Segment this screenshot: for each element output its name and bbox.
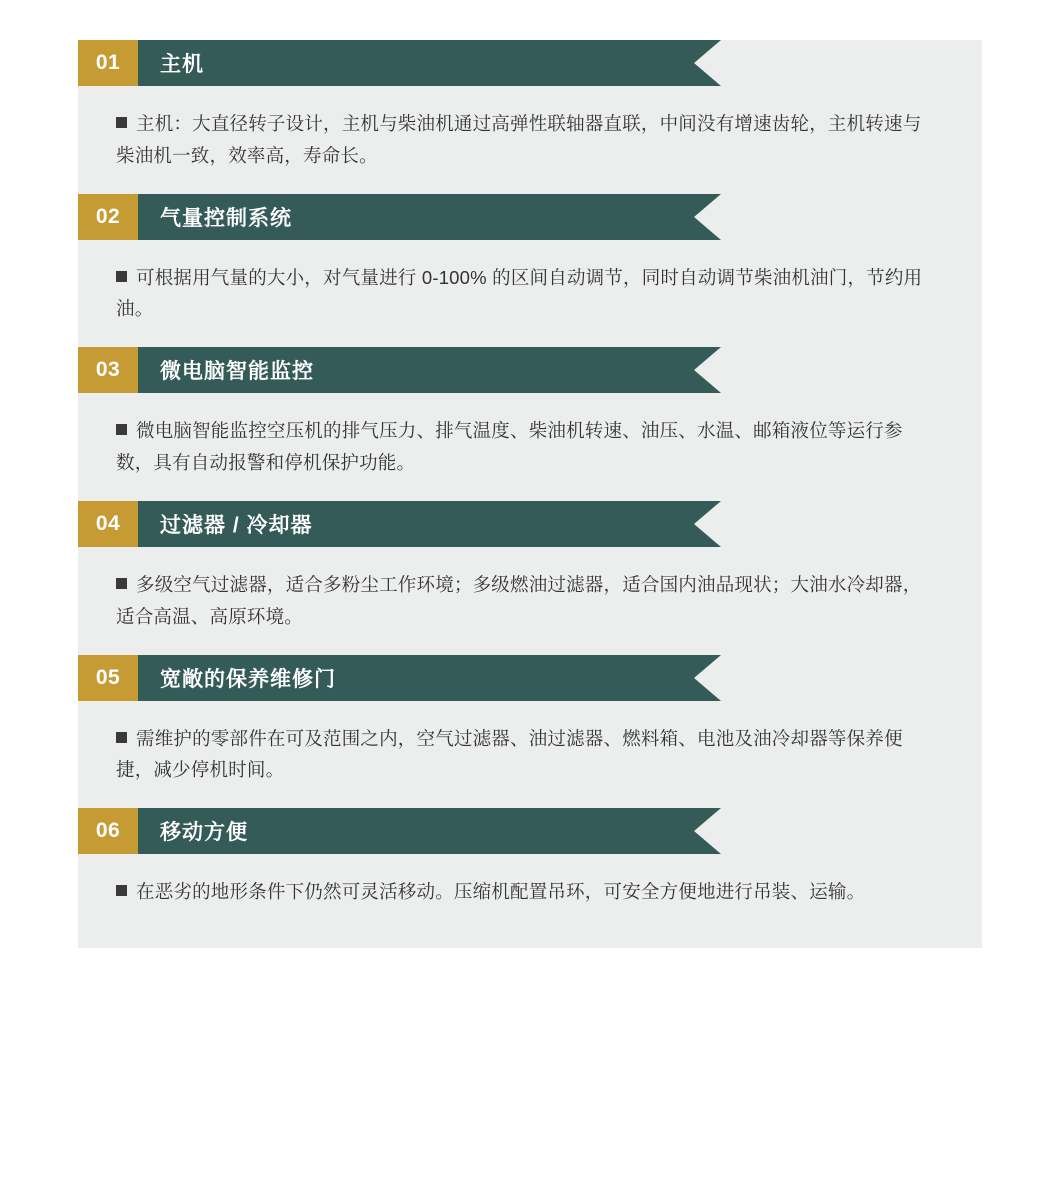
feature-header [78, 808, 982, 854]
feature-body [78, 86, 982, 194]
feature-paragraph [116, 108, 940, 172]
feature-section-5 [78, 655, 982, 809]
feature-header [78, 347, 982, 393]
feature-number: 02 [78, 194, 138, 240]
feature-text: 多级空气过滤器，适合多粉尘工作环境；多级燃油过滤器，适合国内油品现状；大油水冷却器，适合高温、高原环境。 [116, 573, 922, 627]
feature-title-ribbon [138, 347, 694, 393]
square-bullet-icon [116, 578, 127, 589]
square-bullet-icon [116, 424, 127, 435]
square-bullet-icon [116, 271, 127, 282]
feature-number: 03 [78, 347, 138, 393]
feature-text: 主机：大直径转子设计，主机与柴油机通过高弹性联轴器直联，中间没有增速齿轮，主机转速与柴油机一致，效率高，寿命长。 [116, 113, 922, 166]
feature-number: 06 [78, 808, 138, 854]
feature-body [78, 547, 982, 655]
feature-header [78, 501, 982, 547]
feature-paragraph [116, 569, 940, 633]
feature-title-ribbon [138, 808, 694, 854]
feature-title-ribbon [138, 194, 694, 240]
feature-paragraph [116, 262, 940, 326]
feature-body [78, 854, 982, 930]
feature-number: 01 [78, 40, 138, 86]
feature-number: 04 [78, 501, 138, 547]
feature-section-1 [78, 40, 982, 194]
feature-text: 微电脑智能监控空压机的排气压力、排气温度、柴油机转速、油压、水温、邮箱液位等运行参数，具有自动报警和停机保护功能。 [116, 420, 903, 474]
feature-text: 在恶劣的地形条件下仍然可灵活移动。压缩机配置吊环，可安全方便地进行吊装、运输。 [136, 881, 866, 903]
feature-paragraph [116, 723, 940, 787]
feature-number: 05 [78, 655, 138, 701]
feature-header [78, 40, 982, 86]
feature-title: 过滤器 / 冷却器 [160, 513, 313, 537]
square-bullet-icon [116, 117, 127, 128]
feature-body [78, 240, 982, 348]
feature-section-6 [78, 808, 982, 930]
feature-header [78, 655, 982, 701]
feature-header [78, 194, 982, 240]
square-bullet-icon [116, 732, 127, 743]
feature-title: 微电脑智能监控 [160, 360, 314, 384]
feature-body [78, 393, 982, 501]
feature-body [78, 701, 982, 809]
feature-title-ribbon [138, 40, 694, 86]
square-bullet-icon [116, 885, 127, 896]
feature-text: 可根据用气量的大小，对气量进行 0-100% 的区间自动调节，同时自动调节柴油机油门，节约用油。 [116, 266, 923, 320]
feature-text: 需维护的零部件在可及范围之内，空气过滤器、油过滤器、燃料箱、电池及油冷却器等保养便捷，减少停机时间。 [116, 727, 903, 781]
feature-section-2 [78, 194, 982, 348]
feature-section-4 [78, 501, 982, 655]
feature-section-3 [78, 347, 982, 501]
feature-title: 气量控制系统 [160, 206, 292, 230]
feature-paragraph [116, 415, 940, 479]
feature-paragraph [116, 876, 940, 908]
feature-title-ribbon [138, 501, 694, 547]
feature-title: 主机 [160, 53, 204, 76]
feature-title-ribbon [138, 655, 694, 701]
feature-title: 移动方便 [160, 821, 248, 845]
feature-title: 宽敞的保养维修门 [160, 667, 336, 691]
features-panel [78, 40, 982, 948]
